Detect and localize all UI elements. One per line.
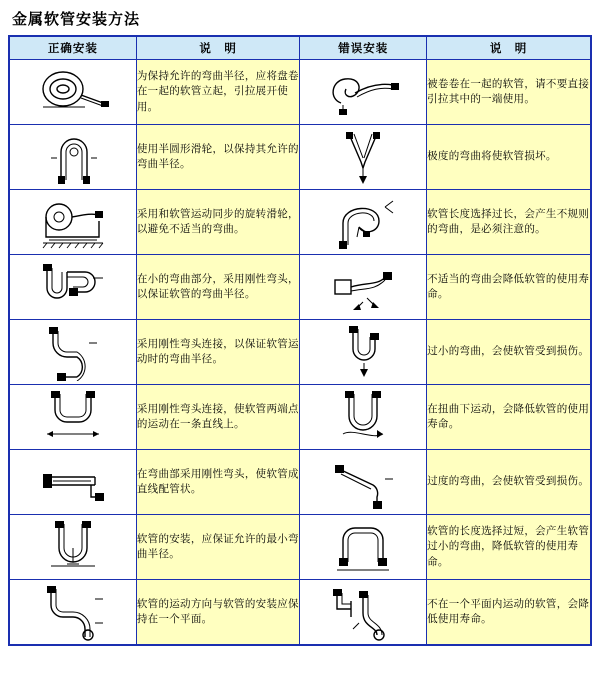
table-row [9,580,591,646]
coiled-hose-pulled-icon [300,60,427,125]
correct-description: 在弯曲部采用刚性弯头，使软管成直线配管状。 [136,450,300,515]
table-row [9,450,591,515]
sharp-v-bend-icon [300,125,427,190]
correct-description: 采用和软管运动同步的旋转滑轮，以避免不适当的弯曲。 [136,190,300,255]
rigid-elbow-u-loop-icon [9,320,136,385]
elbow-straight-pipe-icon [9,450,136,515]
correct-description: 使用半圆形滑轮，以保持其允许的弯曲半径。 [136,125,300,190]
table-row [9,190,591,255]
rigid-elbow-small-bend-icon [9,255,136,320]
semicircle-sheave-u-bend-icon [9,125,136,190]
out-of-plane-motion-icon [300,580,427,646]
header-correct-image: 正确安装 [9,36,136,60]
correct-description: 采用刚性弯头连接，使软管两端点的运动在一条直线上。 [136,385,300,450]
header-wrong-desc: 说 明 [427,36,591,60]
correct-description: 软管的运动方向与软管的安装应保持在一个平面。 [136,580,300,646]
twisted-bend-icon [300,385,427,450]
table-row [9,125,591,190]
wrong-description: 过度的弯曲，会使软管受到损伤。 [427,450,591,515]
wrong-description: 在扭曲下运动，会降低软管的使用寿命。 [427,385,591,450]
coiled-hose-vertical-icon [9,60,136,125]
rigid-elbow-straight-line-icon [9,385,136,450]
table-row [9,255,591,320]
long-loose-loop-icon [300,190,427,255]
page-title: 金属软管安装方法 [12,10,141,28]
wrong-description: 过小的弯曲，会使软管受到损伤。 [427,320,591,385]
wrong-description: 软管的长度选择过短，会产生软管过小的弯曲，降低软管的使用寿命。 [427,515,591,580]
table-header [9,36,591,60]
wrong-description: 极度的弯曲将使软管损坏。 [427,125,591,190]
improper-bend-arrows-icon [300,255,427,320]
table-row [9,60,591,125]
wrong-description: 不在一个平面内运动的软管，会降低使用寿命。 [427,580,591,646]
over-bend-angle-icon [300,450,427,515]
same-plane-motion-icon [9,580,136,646]
wrong-description: 被卷卷在一起的软管，请不要直接引拉其中的一端使用。 [427,60,591,125]
correct-description: 为保持允许的弯曲半径，应将盘卷在一起的软管立起，引拉展开使用。 [136,60,300,125]
table-row [9,515,591,580]
wrong-description: 不适当的弯曲会降低软管的使用寿命。 [427,255,591,320]
header-wrong-image: 错误安装 [300,36,427,60]
correct-description: 在小的弯曲部分，采用刚性弯头，以保证软管的弯曲半径。 [136,255,300,320]
table-body [9,60,591,646]
table-row [9,385,591,450]
table-header-row [9,36,591,60]
table-row [9,320,591,385]
correct-description: 采用刚性弯头连接，以保证软管运动时的弯曲半径。 [136,320,300,385]
min-bend-radius-u-icon [9,515,136,580]
rotating-sheave-chain-icon [9,190,136,255]
correct-description: 软管的安装，应保证允许的最小弯曲半径。 [136,515,300,580]
over-long-hose-bracket-icon [300,515,427,580]
installation-methods-table [8,35,592,646]
too-small-bend-icon [300,320,427,385]
header-correct-desc: 说 明 [136,36,300,60]
wrong-description: 软管长度选择过长，会产生不规则的弯曲，是必须注意的。 [427,190,591,255]
